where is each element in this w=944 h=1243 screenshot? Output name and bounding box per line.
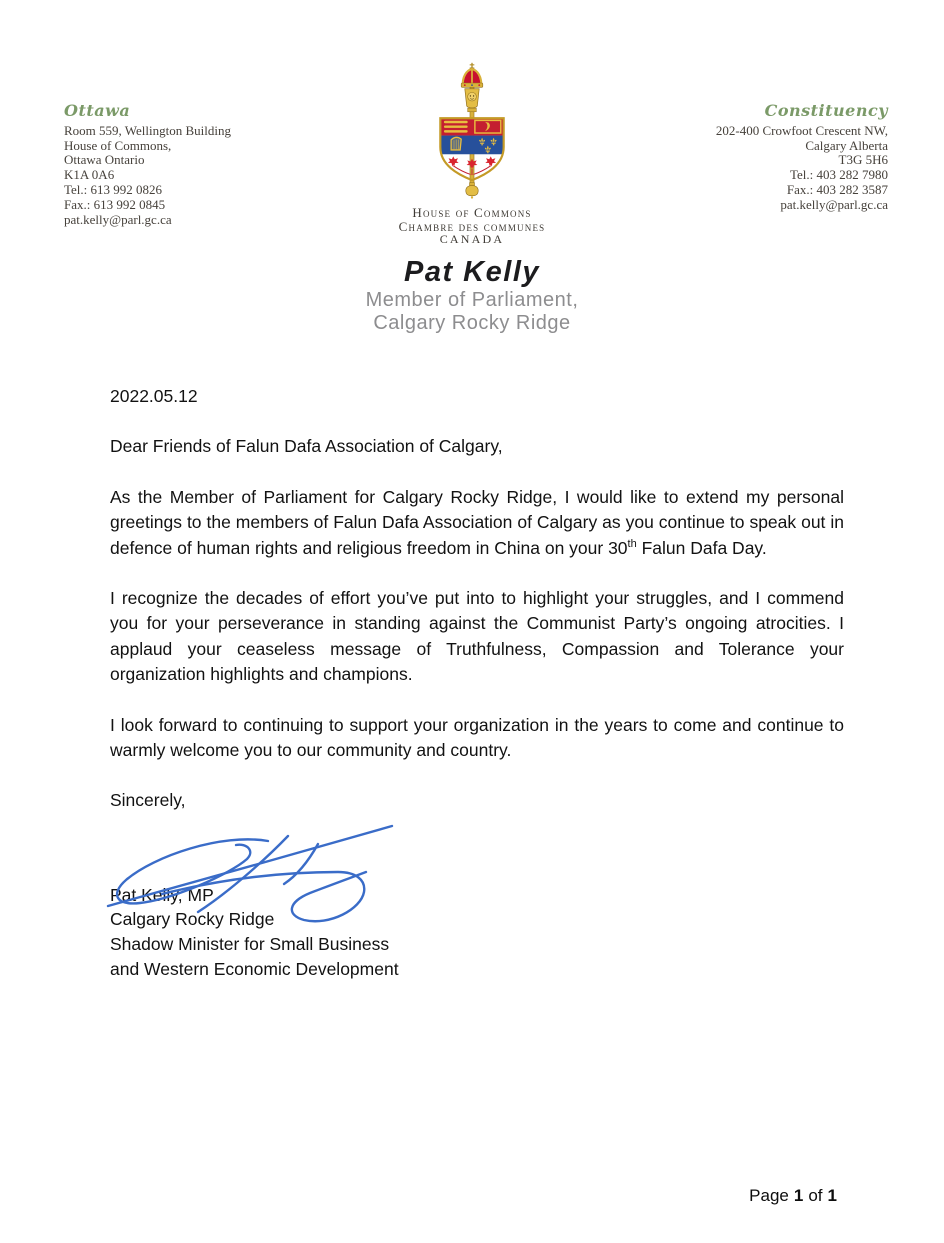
letter-closing: Sincerely, bbox=[110, 790, 186, 811]
mp-riding-line: Calgary Rocky Ridge bbox=[373, 312, 571, 334]
constituency-address-line: T3G 5H6 bbox=[838, 152, 888, 168]
constituency-email: pat.kelly@parl.gc.ca bbox=[780, 196, 888, 212]
org-name-french: Chambre des communes bbox=[398, 218, 546, 234]
ottawa-office-block bbox=[64, 101, 232, 227]
letterhead-center-block bbox=[262, 62, 682, 336]
letter-paragraph-3: I look forward to continuing to support your organization in the years to come and continue to warmly welcome you to our community and country. bbox=[110, 714, 844, 761]
footer-total-pages: 1 bbox=[827, 1186, 837, 1205]
ottawa-address-line: K1A 0A6 bbox=[64, 167, 115, 183]
ottawa-phone: Tel.: 613 992 0826 bbox=[64, 181, 163, 197]
letter-date: 2022.05.12 bbox=[110, 386, 198, 406]
constituency-address-line: 202-400 Crowfoot Crescent NW, bbox=[715, 122, 888, 138]
signer-role-line: and Western Economic Development bbox=[110, 958, 399, 979]
house-of-commons-crest-icon bbox=[436, 62, 508, 199]
letter-salutation: Dear Friends of Falun Dafa Association of Calgary, bbox=[110, 436, 503, 457]
ordinal-superscript: th bbox=[627, 537, 637, 550]
signer-name: Pat Kelly, MP bbox=[110, 884, 214, 905]
ottawa-address-line: Room 559, Wellington Building bbox=[64, 122, 232, 138]
constituency-phone: Tel.: 403 282 7980 bbox=[789, 167, 888, 183]
signer-riding: Calgary Rocky Ridge bbox=[110, 909, 275, 930]
ottawa-email: pat.kelly@parl.gc.ca bbox=[64, 211, 172, 227]
constituency-fax: Fax.: 403 282 3587 bbox=[786, 181, 888, 197]
constituency-office-block bbox=[715, 101, 888, 213]
mp-title-line: Member of Parliament, bbox=[365, 288, 579, 311]
mp-name: Pat Kelly bbox=[404, 255, 540, 288]
page-footer bbox=[749, 1186, 837, 1206]
constituency-office-title: Constituency bbox=[764, 101, 888, 120]
footer-of-label: of bbox=[808, 1186, 823, 1205]
letter-paragraph-1 bbox=[110, 485, 844, 561]
paragraph-1-text: As the Member of Parliament for Calgary Rocky Ridge, I would like to extend my personal greetings to the members of Falun Dafa Association of Calgary as you continue to speak out in defence of human rights and religious freedom in China on your 30 bbox=[110, 486, 844, 558]
ottawa-address-line: Ottawa Ontario bbox=[64, 152, 145, 168]
signature-image bbox=[98, 814, 408, 936]
footer-page-label: Page bbox=[749, 1186, 789, 1205]
footer-page-number: 1 bbox=[793, 1186, 804, 1205]
ottawa-office-title: Ottawa bbox=[64, 101, 131, 120]
org-name-english: House of Commons bbox=[412, 205, 532, 220]
ottawa-fax: Fax.: 613 992 0845 bbox=[64, 196, 166, 212]
letter-paragraph-2: I recognize the decades of effort you’ve put into to highlight your struggles, and I commend you for your perseverance in standing against the Communist Party’s ongoing atrocities. I applaud your ceaseless message of Truthfulness, Compassion and Tolerance your organization highlights and champions. bbox=[110, 588, 844, 685]
signer-role-line: Shadow Minister for Small Business bbox=[110, 934, 390, 955]
constituency-address-line: Calgary Alberta bbox=[805, 137, 888, 153]
ottawa-address-line: House of Commons, bbox=[64, 137, 172, 153]
org-country: CANADA bbox=[439, 232, 505, 246]
paragraph-1-tail: Falun Dafa Day. bbox=[636, 537, 767, 558]
